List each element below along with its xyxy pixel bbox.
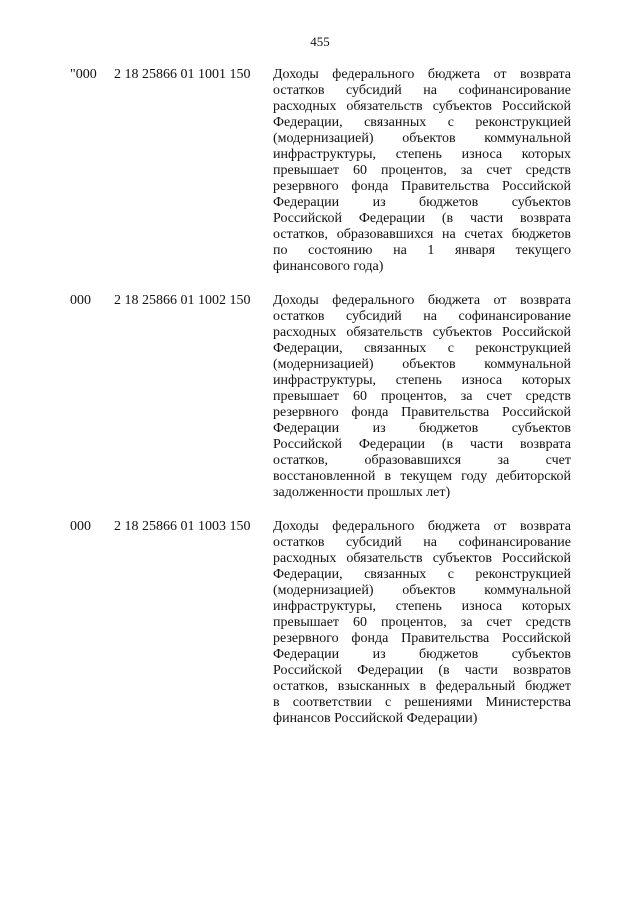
description-line: остатков, образовавшихся на счетах бюджетов [273,227,571,242]
description-line: (модернизацией) объектов коммунальной [273,131,571,146]
description-line: Федерации из бюджетов субъектов [273,195,571,210]
description-line: остатков субсидий на софинансирование [273,309,571,324]
admin-code: 000 [70,519,91,534]
description-line: Федерации, связанных с реконструкцией [273,567,571,582]
description-line: Федерации, связанных с реконструкцией [273,115,571,130]
description-line: инфраструктуры, степень износа которых [273,373,571,388]
description-line: резервного фонда Правительства Российской [273,179,571,194]
admin-code: "000 [70,67,97,82]
description-line: финансов Российской Федерации) [273,711,478,726]
budget-classification-code: 2 18 25866 01 1002 150 [114,293,251,308]
description-line: Российской Федерации (в части возврата [273,437,571,452]
description-line: остатков субсидий на софинансирование [273,83,571,98]
description-line: расходных обязательств субъектов Российской [273,99,571,114]
budget-classification-code: 2 18 25866 01 1003 150 [114,519,251,534]
description-line: остатков, взысканных в федеральный бюджет [273,679,571,694]
entry-description [273,519,571,727]
description-line: восстановленной в текущем году дебиторской [273,469,571,484]
description-line: превышает 60 процентов, за счет средств [273,615,571,630]
description-line: инфраструктуры, степень износа которых [273,147,571,162]
entry-description [273,67,571,275]
description-line: по состоянию на 1 января текущего [273,243,571,258]
description-line: в соответствии с решениями Министерства [273,695,571,710]
description-line: расходных обязательств субъектов Российской [273,325,571,340]
description-line: превышает 60 процентов, за счет средств [273,389,571,404]
description-line: инфраструктуры, степень износа которых [273,599,571,614]
description-line: остатков, образовавшихся за счет [273,453,571,468]
description-line: резервного фонда Правительства Российской [273,631,571,646]
entry-description [273,293,571,501]
description-line: Федерации из бюджетов субъектов [273,421,571,436]
description-line: Федерации из бюджетов субъектов [273,647,571,662]
description-line: Российской Федерации (в части возврата [273,211,571,226]
description-line: остатков субсидий на софинансирование [273,535,571,550]
description-line: Доходы федерального бюджета от возврата [273,293,571,308]
description-line: (модернизацией) объектов коммунальной [273,583,571,598]
description-line: Российской Федерации (в части возвратов [273,663,571,678]
description-line: (модернизацией) объектов коммунальной [273,357,571,372]
budget-classification-code: 2 18 25866 01 1001 150 [114,67,251,82]
description-line: Федерации, связанных с реконструкцией [273,341,571,356]
description-line: задолженности прошлых лет) [273,485,451,500]
description-line: Доходы федерального бюджета от возврата [273,519,571,534]
page-number: 455 [310,34,330,49]
description-line: финансового года) [273,259,384,274]
admin-code: 000 [70,293,91,308]
description-line: расходных обязательств субъектов Российской [273,551,571,566]
description-line: превышает 60 процентов, за счет средств [273,163,571,178]
description-line: Доходы федерального бюджета от возврата [273,67,571,82]
description-line: резервного фонда Правительства Российской [273,405,571,420]
